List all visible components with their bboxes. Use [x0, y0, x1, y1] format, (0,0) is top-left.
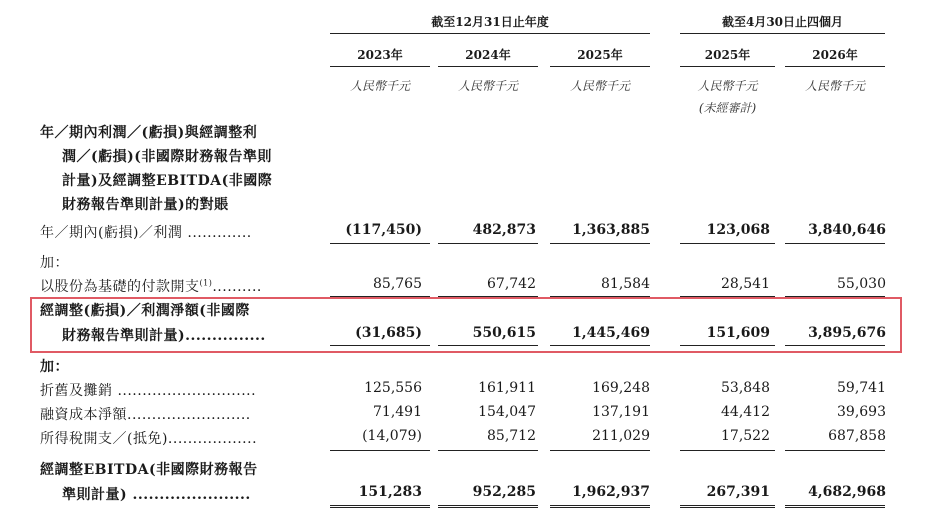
income-tax-value-2025-4m: 17,522 — [721, 428, 770, 444]
total-double-rule — [550, 505, 650, 508]
sbc-value-2025-4m: 28,541 — [721, 276, 770, 292]
profit-row-label: 年／期內(虧損)／利潤 ............. — [40, 225, 252, 241]
subtotal-rule — [785, 345, 885, 346]
year-header-2026-4m: 2026年 — [812, 48, 858, 62]
income-tax-row-label: 所得稅開支／(抵免).................. — [40, 431, 258, 447]
subtotal-rule — [550, 345, 650, 346]
year-header-2025-4m: 2025年 — [704, 48, 751, 62]
sbc-value-2026-4m: 55,030 — [837, 276, 886, 292]
finance-cost-value-2025-4m: 44,412 — [721, 404, 770, 420]
add-label-1: 加： — [40, 255, 69, 271]
subtotal-rule — [680, 243, 775, 244]
adjusted-ebitda-value-2025: 1,962,937 — [572, 484, 650, 500]
header-group-fiscal-year: 截至12月31日止年度 — [431, 15, 549, 29]
year-rule — [680, 66, 775, 67]
subtotal-rule — [438, 345, 538, 346]
finance-cost-value-2024: 154,047 — [478, 404, 536, 420]
adjusted-net-label-line-2: 財務報告準則計量)............... — [62, 328, 266, 344]
subtotal-rule — [438, 450, 538, 451]
subtotal-rule — [550, 243, 650, 244]
year-rule — [330, 66, 430, 67]
subtotal-rule — [330, 243, 430, 244]
sbc-label-text: 以股份為基礎的付款開支 — [40, 279, 200, 295]
profit-value-2025-4m: 123,068 — [706, 222, 770, 238]
income-tax-value-2024: 85,712 — [487, 428, 536, 444]
section-title-line-4: 財務報告準則計量)的對賬 — [62, 197, 229, 213]
finance-cost-value-2025: 137,191 — [592, 404, 650, 420]
unaudited-label: (未經審計) — [698, 101, 757, 115]
header-group-four-months: 截至4月30日止四個月 — [721, 15, 844, 29]
footnote-ref: (1) — [199, 278, 213, 288]
subtotal-rule — [680, 450, 775, 451]
section-title-line-2: 潤／(虧損)(非國際財務報告準則 — [62, 149, 272, 165]
adjusted-ebitda-value-2024: 952,285 — [472, 484, 536, 500]
add-label-2: 加： — [40, 359, 69, 375]
unit-label: 人民幣千元 — [349, 79, 410, 93]
income-tax-value-2023: (14,079) — [362, 428, 422, 444]
finance-cost-value-2023: 71,491 — [373, 404, 422, 420]
sbc-value-2025: 81,584 — [601, 276, 650, 292]
year-header-2023: 2023年 — [357, 48, 403, 62]
adjusted-ebitda-value-2025-4m: 267,391 — [706, 484, 770, 500]
subtotal-rule — [680, 345, 775, 346]
year-rule — [550, 66, 650, 67]
depreciation-value-2026-4m: 59,741 — [837, 380, 886, 396]
sbc-value-2023: 85,765 — [373, 276, 422, 292]
profit-value-2024: 482,873 — [472, 222, 536, 238]
year-header-2024: 2024年 — [465, 48, 511, 62]
year-rule — [438, 66, 538, 67]
section-title-line-1: 年／期內利潤／(虧損)與經調整利 — [40, 125, 258, 141]
total-double-rule — [785, 505, 885, 508]
profit-value-2023: (117,450) — [345, 222, 422, 238]
header-group1-rule — [330, 33, 650, 34]
depreciation-value-2024: 161,911 — [478, 380, 536, 396]
profit-value-2026-4m: 3,840,646 — [808, 222, 886, 238]
adjusted-ebitda-value-2026-4m: 4,682,968 — [808, 484, 886, 500]
subtotal-rule — [330, 450, 430, 451]
total-double-rule — [680, 505, 775, 508]
subtotal-rule — [330, 345, 430, 346]
unit-label: 人民幣千元 — [697, 79, 758, 93]
adjusted-net-label-line-1: 經調整(虧損)／利潤淨額(非國際 — [40, 303, 250, 319]
subtotal-rule — [785, 243, 885, 244]
header-group2-rule — [680, 33, 885, 34]
adjusted-net-value-2025-4m: 151,609 — [706, 325, 770, 341]
adjusted-ebitda-label-line-1: 經調整EBITDA(非國際財務報告 — [40, 462, 258, 478]
sbc-value-2024: 67,742 — [487, 276, 536, 292]
subtotal-rule — [550, 450, 650, 451]
adjusted-ebitda-label-line-2: 準則計量) ...................... — [62, 487, 251, 503]
depreciation-value-2023: 125,556 — [364, 380, 422, 396]
subtotal-rule — [785, 450, 885, 451]
finance-cost-row-label: 融資成本淨額......................... — [40, 407, 251, 423]
sbc-label-dots: .......... — [212, 279, 262, 295]
income-tax-value-2025: 211,029 — [592, 428, 650, 444]
unit-label: 人民幣千元 — [457, 79, 518, 93]
adjusted-net-value-2025: 1,445,469 — [572, 325, 650, 341]
year-header-2025: 2025年 — [577, 48, 623, 62]
unit-label: 人民幣千元 — [569, 79, 630, 93]
subtotal-rule — [438, 243, 538, 244]
depreciation-row-label: 折舊及攤銷 ............................ — [40, 383, 257, 399]
depreciation-value-2025-4m: 53,848 — [721, 380, 770, 396]
unit-label: 人民幣千元 — [804, 79, 865, 93]
total-double-rule — [330, 505, 430, 508]
finance-cost-value-2026-4m: 39,693 — [837, 404, 886, 420]
depreciation-value-2025: 169,248 — [592, 380, 650, 396]
section-title-line-3: 計量)及經調整EBITDA(非國際 — [62, 173, 273, 189]
adjusted-net-value-2023: (31,685) — [355, 325, 422, 341]
adjusted-net-value-2026-4m: 3,895,676 — [808, 325, 886, 341]
total-double-rule — [438, 505, 538, 508]
sbc-row-label — [40, 276, 262, 296]
profit-value-2025: 1,363,885 — [572, 222, 650, 238]
adjusted-net-value-2024: 550,615 — [472, 325, 536, 341]
year-rule — [785, 66, 885, 67]
adjusted-ebitda-value-2023: 151,283 — [358, 484, 422, 500]
income-tax-value-2026-4m: 687,858 — [828, 428, 886, 444]
